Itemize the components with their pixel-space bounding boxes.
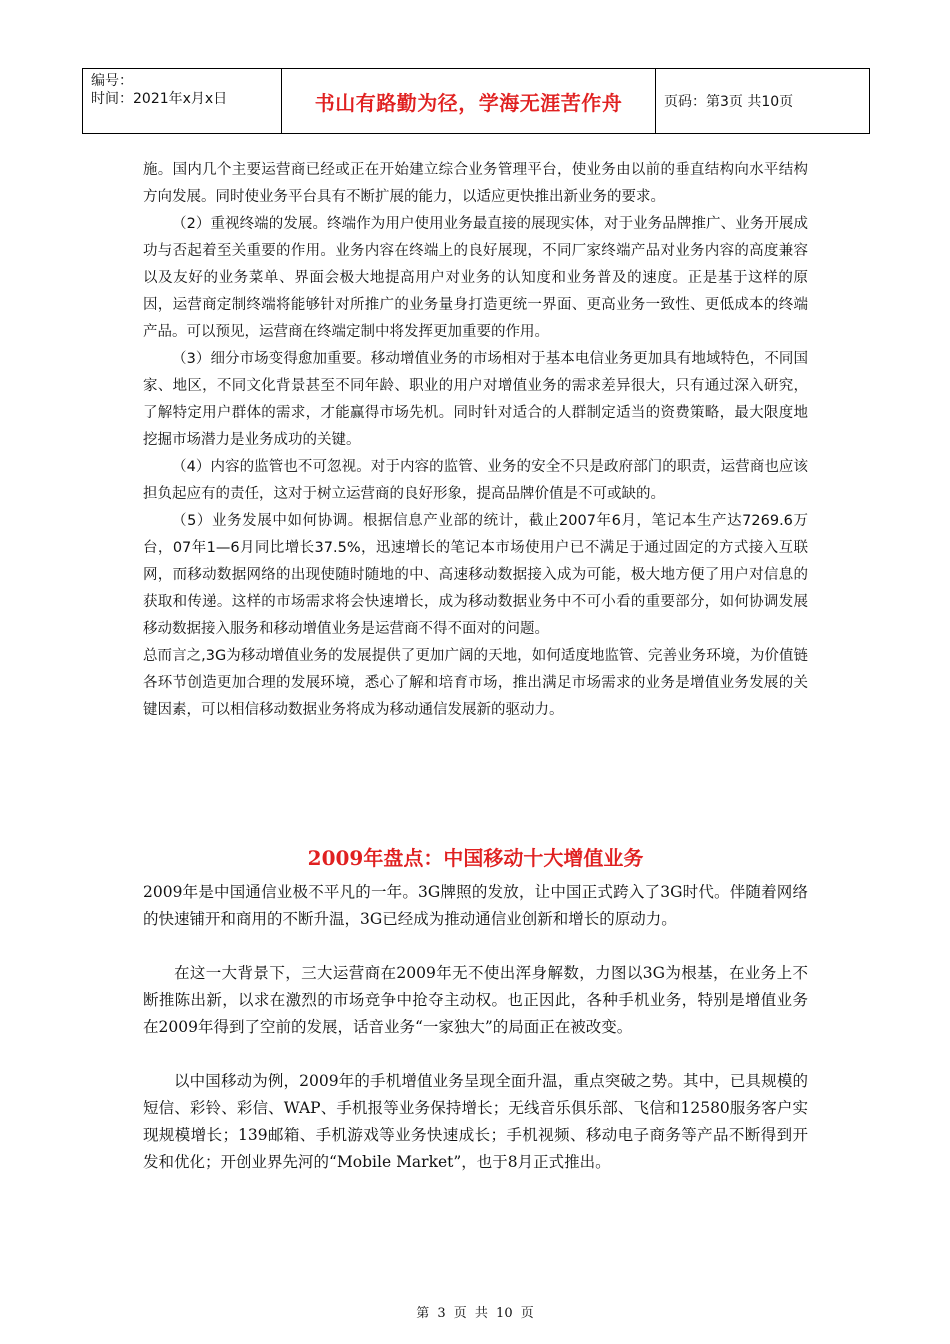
section-text-block — [143, 879, 808, 1176]
header-page-cell — [656, 69, 869, 133]
paragraph-china-mobile-example: 以中国移动为例，2009年的手机增值业务呈现全面升温，重点突破之势。其中，已具规模的短信、彩铃、彩信、WAP、手机报等业务保持增长；无线音乐俱乐部、飞信和12580服务客户实现规模增长；139邮箱、手机游戏等业务快速成长；手机视频、移动电子商务等产品不断得到开发和优化；开创业界先河的“Mobile Market”，也于8月正式推出。 — [143, 1072, 808, 1171]
header-motto-cell — [282, 69, 656, 133]
paragraph-intro-continued: 施。国内几个主要运营商已经或正在开始建立综合业务管理平台，使业务由以前的垂直结构向水平结构方向发展。同时使业务平台具有不断扩展的能力，以适应更快推出新业务的要求。 — [143, 162, 808, 205]
page-footer: 第 3 页 共 10 页 — [416, 1306, 534, 1321]
header-meta-cell — [83, 69, 282, 133]
header-table — [82, 68, 870, 134]
document-number-label: 编号： — [91, 73, 133, 89]
paragraph-2009-overview: 2009年是中国通信业极不平凡的一年。3G牌照的发放，让中国正式跨入了3G时代。伴随着网络的快速铺开和商用的不断升温，3G已经成为推动通信业创新和增长的原动力。 — [143, 883, 808, 928]
paragraph-content-regulation: （4）内容的监管也不可忽视。对于内容的监管、业务的安全不只是政府部门的职责，运营商也应该担负起应有的责任，这对于树立运营商的良好形象，提高品牌价值是不可或缺的。 — [143, 459, 808, 502]
body-text-block — [143, 157, 808, 724]
paragraph-conclusion: 总而言之,3G为移动增值业务的发展提供了更加广阔的天地，如何适度地监管、完善业务环境，为价值链各环节创造更加合理的发展环境，悉心了解和培育市场，推出满足市场需求的业务是增值业务发展的关键因素，可以相信移动数据业务将成为移动通信发展新的驱动力。 — [143, 648, 808, 718]
header-motto: 书山有路勤为径，学海无涯苦作舟 — [314, 90, 623, 115]
document-time-label: 时间：2021年x月x日 — [91, 91, 228, 107]
page-number-label: 页码：第3页 共10页 — [664, 94, 794, 110]
paragraph-market-segmentation: （3）细分市场变得愈加重要。移动增值业务的市场相对于基本电信业务更加具有地域特色，不同国家、地区，不同文化背景甚至不同年龄、职业的用户对增值业务的需求差异很大，只有通过深入研究，了解特定用户群体的需求，才能赢得市场先机。同时针对适合的人群制定适当的资费策略，最大限度地挖掘市场潜力是业务成功的关键。 — [143, 351, 808, 448]
paragraph-terminal-development: （2）重视终端的发展。终端作为用户使用业务最直接的展现实体，对于业务品牌推广、业务开展成功与否起着至关重要的作用。业务内容在终端上的良好展现，不同厂家终端产品对业务内容的高度兼容以及友好的业务菜单、界面会极大地提高用户对业务的认知度和业务普及的速度。正是基于这样的原因，运营商定制终端将能够针对所推广的业务量身打造更统一界面、更高业务一致性、更低成本的终端产品。可以预见，运营商在终端定制中将发挥更加重要的作用。 — [143, 216, 808, 340]
paragraph-operators-background: 在这一大背景下，三大运营商在2009年无不使出浑身解数，力图以3G为根基，在业务上不断推陈出新，以求在激烈的市场竞争中抢夺主动权。也正因此，各种手机业务，特别是增值业务在2009年得到了空前的发展，话音业务“一家独大”的局面正在被改变。 — [143, 964, 808, 1036]
paragraph-business-coordination: （5）业务发展中如何协调。根据信息产业部的统计，截止2007年6月，笔记本生产达7269.6万台，07年1—6月同比增长37.5%，迅速增长的笔记本市场使用户已不满足于通过固定的方式接入互联网，而移动数据网络的出现使随时随地的中、高速移动数据接入成为可能，极大地方便了用户对信息的获取和传递。这样的市场需求将会快速增长，成为移动数据业务中不可小看的重要部分，如何协调发展移动数据接入服务和移动增值业务是运营商不得不面对的问题。 — [143, 513, 808, 637]
section-title: 2009年盘点：中国移动十大增值业务 — [307, 846, 644, 870]
